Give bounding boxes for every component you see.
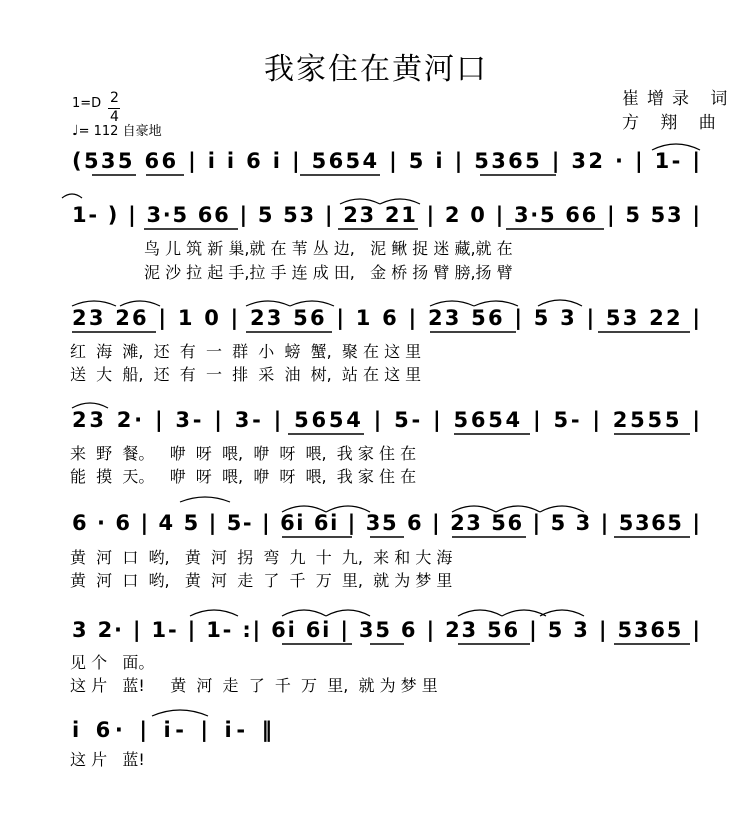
lyrics-row3-verse1 [70,339,690,362]
key-signature: 1=D [72,96,102,111]
lyric-line: 黄 河 口 哟, 黄 河 走 了 千 万 里, 就 为 梦 里 [70,571,453,590]
notation-row-1: (535 66 | i i 6 i | 5654 | 5 i | 5365 | 32 · | 1- | [72,149,701,173]
lyrics-row5-verse1 [70,545,690,568]
lyrics-row2-verse2 [70,260,690,283]
time-signature-bottom: 4 [110,109,119,125]
notation-row-3: 23 26 | 1 0 | 23 56 | 1 6 | 23 56 | 5 3 | 53 22 | [72,306,700,330]
lyric-line: 泥 沙 拉 起 手,拉 手 连 成 田, 金 桥 扬 臂 膀,扬 臂 [144,263,513,282]
quarter-note-icon: ♩ [72,123,79,139]
time-signature-top: 2 [110,90,119,106]
lyric-line: 鸟 儿 筑 新 巢,就 在 苇 丛 边, 泥 鳅 捉 迷 藏,就 在 [144,239,513,258]
lyric-line: 能 摸 天。 咿 呀 喂, 咿 呀 喂, 我 家 住 在 [70,467,417,486]
lyrics-row4-verse2 [70,464,690,487]
lyric-line: 这 片 蓝! 黄 河 走 了 千 万 里, 就 为 梦 里 [70,676,438,695]
lyrics-row3-verse2 [70,362,690,385]
song-title: 我家住在黄河口 [264,52,488,87]
lyrics-row7 [70,747,690,770]
lyric-line: 来 野 餐。 咿 呀 喂, 咿 呀 喂, 我 家 住 在 [70,444,417,463]
lyric-line: 黄 河 口 哟, 黄 河 拐 弯 九 十 九, 来 和 大 海 [70,548,453,567]
notation-row-2: 1- ) | 3·5 66 | 5 53 | 23 21 | 2 0 | 3·5 66 | 5 53 | [72,203,700,227]
lyrics-row4-verse1 [70,441,690,464]
lyrics-row2-verse1 [70,236,690,259]
lyrics-row6-verse1 [70,650,690,673]
notation-row-7: i 6· | i- | i- ‖ [72,718,272,742]
lyric-line: 见 个 面。 [70,653,155,672]
notation-row-5: 6 · 6 | 4 5 | 5- | 6i 6i | 35 6 | 23 56 | 5 3 | 5365 | [72,511,700,535]
tempo-text: = 112 自豪地 [78,124,162,139]
lyric-line: 红 海 滩, 还 有 一 群 小 螃 蟹, 聚 在 这 里 [70,342,422,361]
lyric-line: 这 片 蓝! [70,750,145,769]
lyrics-row5-verse2 [70,568,690,591]
notation-row-4: 23 2· | 3- | 3- | 5654 | 5- | 5654 | 5- | 2555 | [72,408,701,432]
composer-credit: 方 翔 曲 [622,113,724,133]
lyrics-row6-verse2 [70,673,690,696]
lyric-line: 送 大 船, 还 有 一 排 采 油 树, 站 在 这 里 [70,365,422,384]
notation-row-6: 3 2· | 1- | 1- :| 6i 6i | 35 6 | 23 56 | 5 3 | 5365 | [72,618,700,642]
lyricist-credit: 崔增录 词 [622,89,736,109]
